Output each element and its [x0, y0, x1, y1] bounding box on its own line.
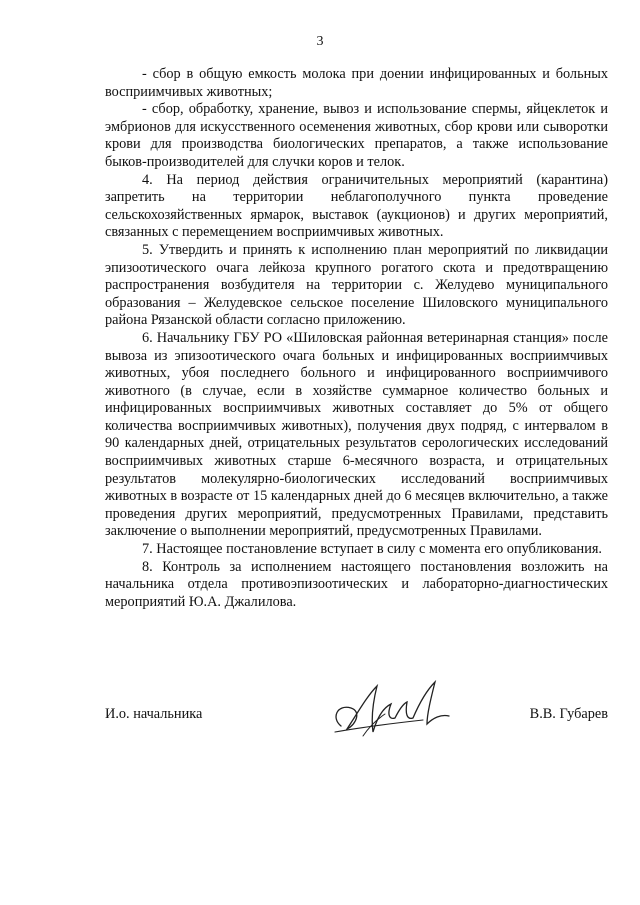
- document-body: [105, 66, 608, 611]
- paragraph-item-6: 6. Начальнику ГБУ РО «Шиловская районная ветеринарная станция» после вывоза из эпизоотического очага больных и инфицированных восприимчивых животных, убоя последнего больного и инфицированного восприимчивого животного (в случае, если в хозяйстве суммарное количество больных и инфицированных восприимчивых животных составляет до 5% от общего количества восприимчивых животных), получения двух подряд, с интервалом в 90 календарных дней, отрицательных результатов серологических исследований восприимчивых животных старше 6-месячного возраста, и отрицательных результатов молекулярно-биологических исследований восприимчивых животных в возрасте от 15 календарных дней до 6 месяцев включительно, а также проведения других мероприятий, предусмотренных Правилами, представить заключение о выполнении мероприятий, предусмотренных Правилами.: [105, 329, 608, 540]
- paragraph-item-5: 5. Утвердить и принять к исполнению план мероприятий по ликвидации эпизоотического очага лейкоза крупного рогатого скота и предотвращению распространения возбудителя на территории с. Желудево муниципального образования – Желудевское сельское поселение Шиловского муниципального района Рязанской области согласно приложению.: [105, 241, 608, 329]
- paragraph-item-4: 4. На период действия ограничительных мероприятий (карантина) запретить на территории неблагополучного пункта проведение сельскохозяйственных ярмарок, выставок (аукционов) и других мероприятий, связанных с перемещением восприимчивых животных.: [105, 171, 608, 241]
- signatory-title: И.о. начальника: [105, 706, 203, 722]
- signature-block: [105, 700, 608, 740]
- paragraph-sperm-collection: - сбор, обработку, хранение, вывоз и использование спермы, яйцеклеток и эмбрионов для искусственного осеменения животных, сбор крови или сыворотки крови для производства биологических препаратов, а также использование быков-производителей для случки коров и телок.: [105, 101, 608, 170]
- paragraph-item-7: 7. Настоящее постановление вступает в силу с момента его опубликования.: [142, 541, 602, 558]
- paragraph-milk-collection: - сбор в общую емкость молока при доении инфицированных и больных восприимчивых животных;: [105, 66, 608, 100]
- signatory-name: В.В. Губарев: [529, 706, 608, 722]
- page-number: 3: [316, 34, 324, 49]
- paragraph-item-8: 8. Контроль за исполнением настоящего постановления возложить на начальника отдела противоэпизоотических и лабораторно-диагностических мероприятий Ю.А. Джалилова.: [105, 558, 608, 610]
- handwritten-signature: [327, 674, 457, 744]
